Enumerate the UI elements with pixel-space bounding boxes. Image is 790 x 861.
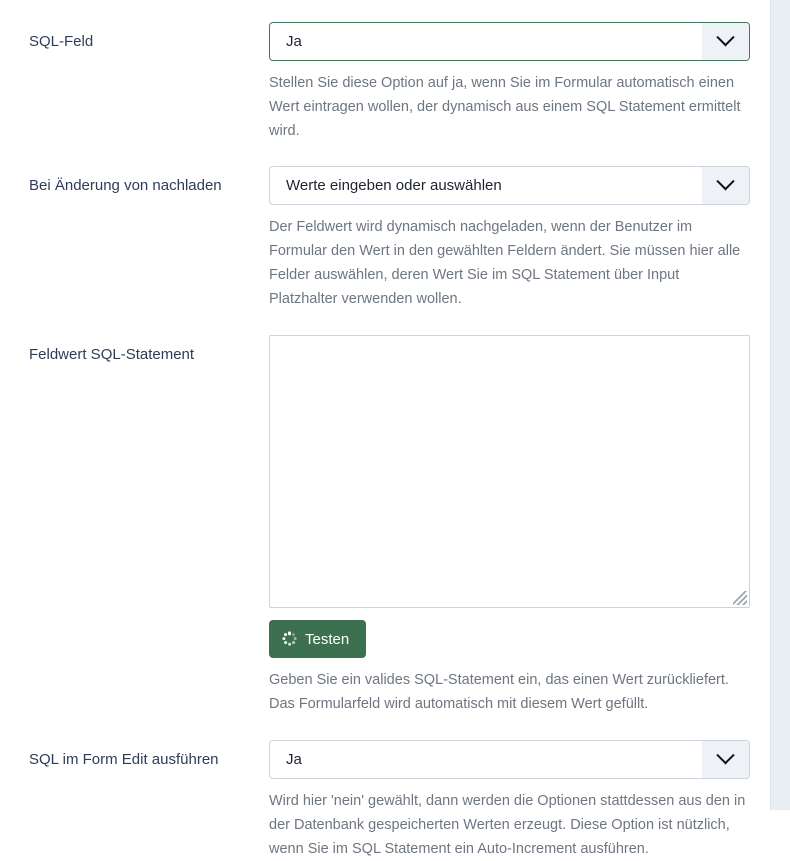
spinner-icon <box>282 632 297 647</box>
label-cell-nachladen <box>0 166 269 196</box>
control-cell-sql-feld <box>269 22 770 143</box>
label-sql-statement: Feldwert SQL-Statement <box>29 346 195 363</box>
label-cell-form-edit <box>0 740 269 770</box>
select-nachladen-value: Werte eingeben oder auswählen <box>286 177 502 194</box>
help-text-sql-feld: Stellen Sie diese Option auf ja, wenn Sie im Formular automatisch einen Wert eintragen wollen, der dynamisch aus einem SQL Statement ermittelt wird. <box>269 75 741 139</box>
chevron-down-icon <box>716 746 734 764</box>
select-form-edit-arrow-button[interactable] <box>702 741 749 778</box>
label-cell-sql-feld <box>0 22 269 52</box>
chevron-down-icon <box>716 172 734 190</box>
select-sql-feld-arrow-button[interactable] <box>702 23 749 60</box>
label-nachladen: Bei Änderung von nachladen <box>29 177 222 194</box>
control-cell-form-edit <box>269 740 770 861</box>
form-row-sql-statement <box>0 335 770 716</box>
form-row-sql-feld <box>0 22 770 143</box>
test-button-label: Testen <box>305 630 350 648</box>
select-nachladen[interactable] <box>269 166 750 205</box>
control-cell-nachladen <box>269 166 770 311</box>
test-button-row <box>269 620 750 658</box>
help-text-nachladen: Der Feldwert wird dynamisch nachgeladen, wenn der Benutzer im Formular den Wert in den gewählten Feldern ändert. Sie müssen hier alle Felder auswählen, deren Wert Sie im SQL Statement über Input Platzhalter verwenden wollen. <box>269 219 741 307</box>
label-cell-sql-statement <box>0 335 269 365</box>
chevron-down-icon <box>716 28 734 46</box>
select-nachladen-arrow-button[interactable] <box>702 167 749 204</box>
test-button[interactable] <box>269 620 366 658</box>
page-gutter <box>770 0 790 810</box>
help-text-form-edit: Wird hier 'nein' gewählt, dann werden die Optionen stattdessen aus den in der Datenbank gespeicherten Werten erzeugt. Diese Option ist nützlich, wenn Sie im SQL Statement ein Auto-Increment ausführen. <box>269 793 746 857</box>
sql-statement-textarea-box[interactable] <box>269 335 750 608</box>
label-form-edit: SQL im Form Edit ausführen <box>29 751 219 768</box>
form-row-form-edit <box>0 740 770 861</box>
select-sql-feld-value: Ja <box>286 33 302 50</box>
form-row-nachladen <box>0 166 770 311</box>
control-cell-sql-statement <box>269 335 770 716</box>
select-form-edit-value: Ja <box>286 751 302 768</box>
sql-statement-input[interactable] <box>270 336 749 607</box>
select-sql-feld[interactable] <box>269 22 750 61</box>
help-text-sql-statement: Geben Sie ein valides SQL-Statement ein, das einen Wert zurückliefert. Das Formularfeld wird automatisch mit diesem Wert gefüllt. <box>269 672 729 712</box>
select-form-edit[interactable] <box>269 740 750 779</box>
label-sql-feld: SQL-Feld <box>29 33 94 50</box>
